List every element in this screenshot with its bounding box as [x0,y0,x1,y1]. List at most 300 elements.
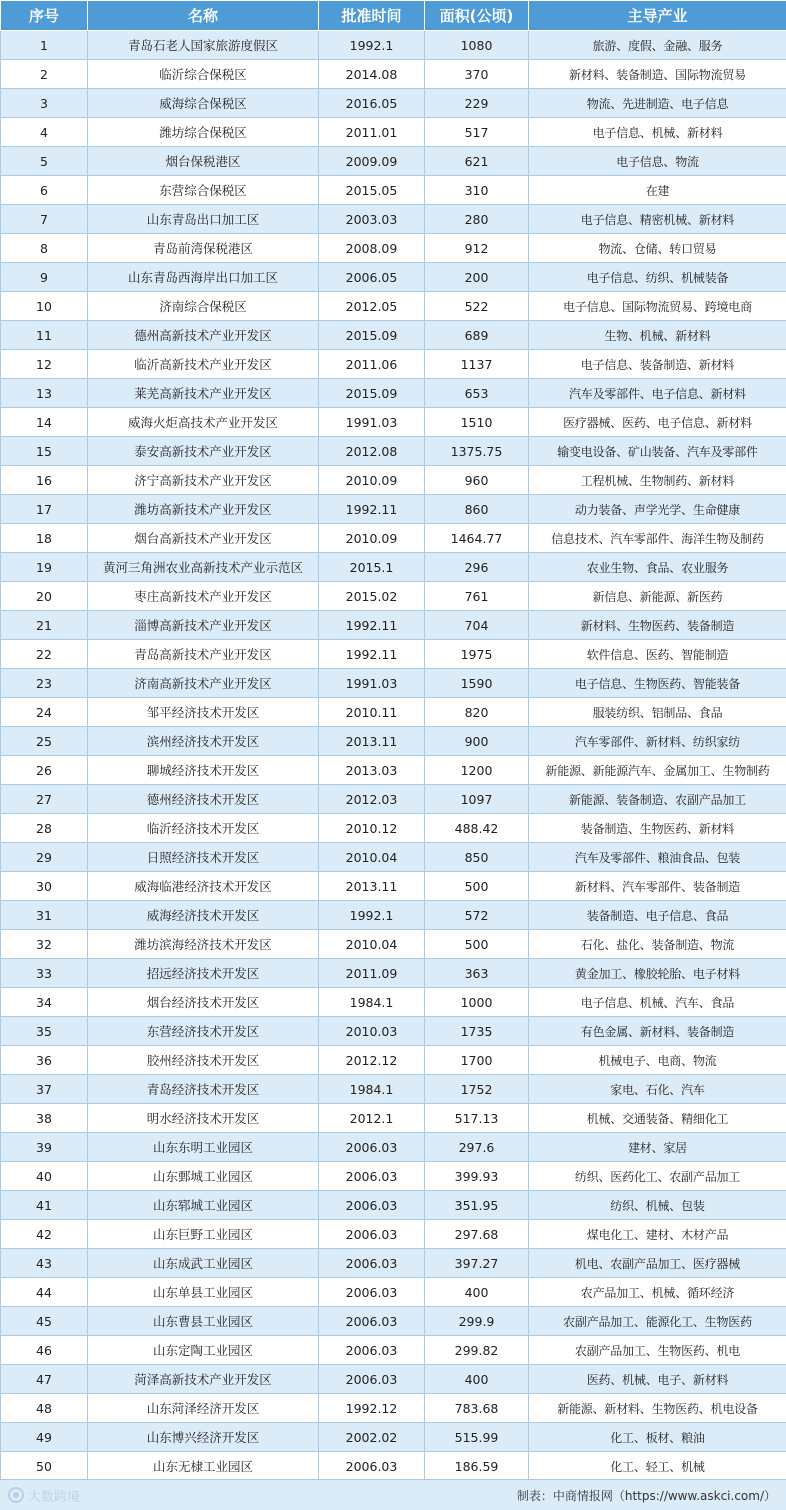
table-row [1,1104,786,1133]
cell-approval-date: 2012.08 [319,437,425,466]
cell-area: 399.93 [425,1162,529,1191]
cell-industry: 新材料、汽车零部件、装备制造 [529,872,786,901]
cell-industry: 有色金属、新材料、装备制造 [529,1017,786,1046]
cell-approval-date: 2010.11 [319,698,425,727]
cell-index: 45 [1,1307,88,1336]
cell-name: 滨州经济技术开发区 [88,727,319,756]
cell-approval-date: 2013.03 [319,756,425,785]
cell-approval-date: 2006.03 [319,1307,425,1336]
cell-approval-date: 2011.01 [319,118,425,147]
cell-name: 菏泽高新技术产业开发区 [88,1365,319,1394]
cell-approval-date: 2006.03 [319,1365,425,1394]
cell-industry: 机电、农副产品加工、医疗器械 [529,1249,786,1278]
cell-industry: 电子信息、机械、新材料 [529,118,786,147]
cell-index: 15 [1,437,88,466]
header-approval-date: 批准时间 [319,1,425,31]
cell-area: 488.42 [425,814,529,843]
cell-index: 24 [1,698,88,727]
cell-name: 威海火炬高技术产业开发区 [88,408,319,437]
cell-industry: 物流、仓储、转口贸易 [529,234,786,263]
cell-name: 青岛经济技术开发区 [88,1075,319,1104]
cell-approval-date: 2003.03 [319,205,425,234]
cell-index: 33 [1,959,88,988]
cell-industry: 新材料、装备制造、国际物流贸易 [529,60,786,89]
table-row [1,814,786,843]
cell-industry: 石化、盐化、装备制造、物流 [529,930,786,959]
cell-index: 21 [1,611,88,640]
cell-name: 邹平经济技术开发区 [88,698,319,727]
cell-approval-date: 2011.06 [319,350,425,379]
cell-name: 山东青岛西海岸出口加工区 [88,263,319,292]
cell-industry: 化工、轻工、机械 [529,1452,786,1481]
cell-industry: 新材料、生物医药、装备制造 [529,611,786,640]
cell-area: 351.95 [425,1191,529,1220]
cell-approval-date: 2015.02 [319,582,425,611]
cell-index: 36 [1,1046,88,1075]
cell-area: 860 [425,495,529,524]
cell-name: 招远经济技术开发区 [88,959,319,988]
table-header-row [1,1,786,31]
cell-approval-date: 1984.1 [319,1075,425,1104]
cell-index: 47 [1,1365,88,1394]
cell-industry: 建材、家居 [529,1133,786,1162]
cell-area: 820 [425,698,529,727]
cell-index: 31 [1,901,88,930]
cell-area: 1137 [425,350,529,379]
cell-area: 522 [425,292,529,321]
table-row [1,1220,786,1249]
cell-area: 1000 [425,988,529,1017]
cell-index: 20 [1,582,88,611]
table-footer [0,1479,786,1510]
table-row [1,727,786,756]
cell-area: 653 [425,379,529,408]
cell-index: 23 [1,669,88,698]
cell-index: 43 [1,1249,88,1278]
cell-index: 18 [1,524,88,553]
cell-approval-date: 2012.12 [319,1046,425,1075]
cell-industry: 机械电子、电商、物流 [529,1046,786,1075]
cell-approval-date: 2015.1 [319,553,425,582]
table-row [1,756,786,785]
table-row [1,60,786,89]
cell-industry: 装备制造、电子信息、食品 [529,901,786,930]
cell-name: 济宁高新技术产业开发区 [88,466,319,495]
table-row [1,669,786,698]
cell-industry: 在建 [529,176,786,205]
cell-name: 山东东明工业园区 [88,1133,319,1162]
cell-area: 761 [425,582,529,611]
cell-area: 850 [425,843,529,872]
cell-name: 潍坊高新技术产业开发区 [88,495,319,524]
cell-name: 临沂高新技术产业开发区 [88,350,319,379]
cell-industry: 化工、板材、粮油 [529,1423,786,1452]
cell-approval-date: 1992.1 [319,901,425,930]
table-row [1,1249,786,1278]
cell-industry: 汽车及零部件、电子信息、新材料 [529,379,786,408]
cell-index: 49 [1,1423,88,1452]
cell-index: 17 [1,495,88,524]
table-row [1,524,786,553]
cell-index: 22 [1,640,88,669]
table-row [1,1307,786,1336]
cell-name: 淄博高新技术产业开发区 [88,611,319,640]
cell-approval-date: 2006.03 [319,1278,425,1307]
cell-industry: 农产品加工、机械、循环经济 [529,1278,786,1307]
cell-name: 临沂综合保税区 [88,60,319,89]
cell-industry: 医疗器械、医药、电子信息、新材料 [529,408,786,437]
table-row [1,495,786,524]
cell-approval-date: 2008.09 [319,234,425,263]
cell-index: 14 [1,408,88,437]
cell-approval-date: 1992.11 [319,640,425,669]
table-row [1,1336,786,1365]
cell-area: 704 [425,611,529,640]
brand-logo-icon [8,1487,24,1503]
cell-name: 临沂经济技术开发区 [88,814,319,843]
cell-industry: 装备制造、生物医药、新材料 [529,814,786,843]
table-row [1,1278,786,1307]
cell-name: 烟台保税港区 [88,147,319,176]
cell-area: 689 [425,321,529,350]
header-name: 名称 [88,1,319,31]
cell-industry: 电子信息、机械、汽车、食品 [529,988,786,1017]
table-row [1,205,786,234]
cell-approval-date: 2006.03 [319,1220,425,1249]
table-row [1,930,786,959]
cell-industry: 纺织、机械、包装 [529,1191,786,1220]
cell-name: 烟台经济技术开发区 [88,988,319,1017]
cell-index: 30 [1,872,88,901]
cell-area: 296 [425,553,529,582]
cell-industry: 家电、石化、汽车 [529,1075,786,1104]
cell-industry: 信息技术、汽车零部件、海洋生物及制药 [529,524,786,553]
cell-name: 山东曹县工业园区 [88,1307,319,1336]
cell-name: 山东郓城工业园区 [88,1191,319,1220]
cell-area: 621 [425,147,529,176]
cell-industry: 纺织、医药化工、农副产品加工 [529,1162,786,1191]
cell-name: 山东定陶工业园区 [88,1336,319,1365]
cell-index: 11 [1,321,88,350]
header-industry: 主导产业 [529,1,786,31]
cell-index: 50 [1,1452,88,1481]
cell-area: 500 [425,872,529,901]
cell-index: 7 [1,205,88,234]
cell-area: 1975 [425,640,529,669]
cell-approval-date: 2013.11 [319,727,425,756]
cell-name: 威海临港经济技术开发区 [88,872,319,901]
cell-index: 10 [1,292,88,321]
cell-name: 山东青岛出口加工区 [88,205,319,234]
cell-area: 1700 [425,1046,529,1075]
cell-area: 280 [425,205,529,234]
cell-industry: 动力装备、声学光学、生命健康 [529,495,786,524]
cell-approval-date: 2015.05 [319,176,425,205]
cell-name: 德州高新技术产业开发区 [88,321,319,350]
cell-industry: 汽车零部件、新材料、纺织家纺 [529,727,786,756]
cell-name: 黄河三角洲农业高新技术产业示范区 [88,553,319,582]
cell-name: 德州经济技术开发区 [88,785,319,814]
cell-area: 200 [425,263,529,292]
table-row [1,1365,786,1394]
cell-index: 46 [1,1336,88,1365]
table-row [1,611,786,640]
header-area: 面积(公顷) [425,1,529,31]
cell-industry: 电子信息、国际物流贸易、跨境电商 [529,292,786,321]
cell-approval-date: 2002.02 [319,1423,425,1452]
table-row [1,785,786,814]
cell-name: 山东博兴经济开发区 [88,1423,319,1452]
table-row [1,1394,786,1423]
cell-area: 299.9 [425,1307,529,1336]
cell-industry: 生物、机械、新材料 [529,321,786,350]
cell-area: 297.6 [425,1133,529,1162]
cell-area: 912 [425,234,529,263]
cell-industry: 物流、先进制造、电子信息 [529,89,786,118]
cell-approval-date: 1991.03 [319,669,425,698]
cell-approval-date: 2010.09 [319,524,425,553]
cell-area: 299.82 [425,1336,529,1365]
brand-watermark [8,1486,80,1504]
cell-industry: 服装纺织、铝制品、食品 [529,698,786,727]
cell-index: 9 [1,263,88,292]
cell-approval-date: 2012.05 [319,292,425,321]
table-row [1,640,786,669]
cell-index: 16 [1,466,88,495]
table-row [1,89,786,118]
brand-text: 大数跨境 [28,1486,80,1505]
cell-name: 青岛石老人国家旅游度假区 [88,31,319,60]
cell-name: 山东菏泽经济开发区 [88,1394,319,1423]
cell-industry: 电子信息、物流 [529,147,786,176]
table-row [1,872,786,901]
cell-industry: 电子信息、生物医药、智能装备 [529,669,786,698]
cell-area: 1097 [425,785,529,814]
cell-approval-date: 2012.03 [319,785,425,814]
cell-approval-date: 2006.03 [319,1249,425,1278]
cell-area: 960 [425,466,529,495]
table-row [1,292,786,321]
cell-industry: 农副产品加工、能源化工、生物医药 [529,1307,786,1336]
cell-index: 32 [1,930,88,959]
table-row [1,263,786,292]
cell-approval-date: 2015.09 [319,379,425,408]
cell-index: 5 [1,147,88,176]
cell-index: 38 [1,1104,88,1133]
table-row [1,1452,786,1481]
cell-index: 35 [1,1017,88,1046]
cell-name: 济南综合保税区 [88,292,319,321]
cell-area: 1510 [425,408,529,437]
cell-name: 东营综合保税区 [88,176,319,205]
cell-name: 东营经济技术开发区 [88,1017,319,1046]
cell-index: 41 [1,1191,88,1220]
cell-area: 1735 [425,1017,529,1046]
cell-industry: 汽车及零部件、粮油食品、包装 [529,843,786,872]
table-row [1,1133,786,1162]
cell-name: 青岛高新技术产业开发区 [88,640,319,669]
table-row [1,350,786,379]
cell-approval-date: 2010.04 [319,930,425,959]
cell-name: 枣庄高新技术产业开发区 [88,582,319,611]
cell-industry: 机械、交通装备、精细化工 [529,1104,786,1133]
cell-industry: 软件信息、医药、智能制造 [529,640,786,669]
cell-area: 297.68 [425,1220,529,1249]
cell-industry: 电子信息、装备制造、新材料 [529,350,786,379]
cell-area: 900 [425,727,529,756]
table-row [1,698,786,727]
cell-index: 37 [1,1075,88,1104]
cell-index: 1 [1,31,88,60]
cell-name: 潍坊滨海经济技术开发区 [88,930,319,959]
table-row [1,1162,786,1191]
cell-approval-date: 1991.03 [319,408,425,437]
cell-industry: 电子信息、纺织、机械装备 [529,263,786,292]
cell-industry: 新能源、装备制造、农副产品加工 [529,785,786,814]
cell-approval-date: 2011.09 [319,959,425,988]
cell-index: 13 [1,379,88,408]
cell-name: 济南高新技术产业开发区 [88,669,319,698]
cell-industry: 电子信息、精密机械、新材料 [529,205,786,234]
table-row [1,234,786,263]
cell-area: 783.68 [425,1394,529,1423]
table-row [1,379,786,408]
cell-name: 明水经济技术开发区 [88,1104,319,1133]
header-index: 序号 [1,1,88,31]
table-row [1,466,786,495]
cell-name: 青岛前湾保税港区 [88,234,319,263]
cell-approval-date: 1992.11 [319,611,425,640]
table-row [1,118,786,147]
cell-area: 1752 [425,1075,529,1104]
cell-industry: 医药、机械、电子、新材料 [529,1365,786,1394]
cell-approval-date: 2006.03 [319,1162,425,1191]
table-row [1,988,786,1017]
cell-index: 6 [1,176,88,205]
table-row [1,408,786,437]
cell-name: 聊城经济技术开发区 [88,756,319,785]
cell-name: 山东巨野工业园区 [88,1220,319,1249]
cell-industry: 旅游、度假、金融、服务 [529,31,786,60]
cell-area: 400 [425,1278,529,1307]
cell-approval-date: 1984.1 [319,988,425,1017]
cell-approval-date: 2009.09 [319,147,425,176]
cell-area: 397.27 [425,1249,529,1278]
cell-approval-date: 2006.05 [319,263,425,292]
cell-industry: 农业生物、食品、农业服务 [529,553,786,582]
cell-area: 1464.77 [425,524,529,553]
cell-area: 310 [425,176,529,205]
cell-approval-date: 1992.1 [319,31,425,60]
cell-name: 潍坊综合保税区 [88,118,319,147]
cell-area: 517.13 [425,1104,529,1133]
cell-approval-date: 1992.12 [319,1394,425,1423]
cell-name: 莱芜高新技术产业开发区 [88,379,319,408]
cell-approval-date: 1992.11 [319,495,425,524]
cell-approval-date: 2014.08 [319,60,425,89]
cell-index: 2 [1,60,88,89]
cell-area: 1080 [425,31,529,60]
cell-approval-date: 2006.03 [319,1452,425,1481]
table-row [1,321,786,350]
table-row [1,1423,786,1452]
cell-industry: 新能源、新材料、生物医药、机电设备 [529,1394,786,1423]
cell-industry: 农副产品加工、生物医药、机电 [529,1336,786,1365]
cell-approval-date: 2012.1 [319,1104,425,1133]
cell-approval-date: 2010.12 [319,814,425,843]
table-row [1,176,786,205]
cell-area: 515.99 [425,1423,529,1452]
cell-index: 25 [1,727,88,756]
table-row [1,1017,786,1046]
cell-approval-date: 2010.09 [319,466,425,495]
cell-index: 40 [1,1162,88,1191]
table-row [1,843,786,872]
cell-name: 胶州经济技术开发区 [88,1046,319,1075]
cell-area: 229 [425,89,529,118]
cell-area: 517 [425,118,529,147]
cell-index: 39 [1,1133,88,1162]
cell-index: 26 [1,756,88,785]
cell-name: 山东无棣工业园区 [88,1452,319,1481]
source-credit: 制表：中商情报网（https://www.askci.com/） [517,1487,776,1504]
cell-index: 44 [1,1278,88,1307]
table-row [1,31,786,60]
cell-name: 山东成武工业园区 [88,1249,319,1278]
cell-name: 威海经济技术开发区 [88,901,319,930]
cell-area: 400 [425,1365,529,1394]
cell-area: 370 [425,60,529,89]
cell-name: 泰安高新技术产业开发区 [88,437,319,466]
cell-index: 27 [1,785,88,814]
cell-index: 29 [1,843,88,872]
table-row [1,1075,786,1104]
cell-approval-date: 2016.05 [319,89,425,118]
cell-index: 12 [1,350,88,379]
cell-index: 3 [1,89,88,118]
cell-name: 烟台高新技术产业开发区 [88,524,319,553]
cell-approval-date: 2013.11 [319,872,425,901]
table-row [1,582,786,611]
table-row [1,959,786,988]
cell-name: 威海综合保税区 [88,89,319,118]
cell-area: 186.59 [425,1452,529,1481]
cell-area: 1375.75 [425,437,529,466]
table-row [1,1046,786,1075]
cell-area: 500 [425,930,529,959]
cell-area: 1200 [425,756,529,785]
cell-name: 山东鄄城工业园区 [88,1162,319,1191]
cell-approval-date: 2015.09 [319,321,425,350]
cell-approval-date: 2006.03 [319,1133,425,1162]
cell-index: 28 [1,814,88,843]
cell-index: 48 [1,1394,88,1423]
table-row [1,901,786,930]
cell-approval-date: 2006.03 [319,1191,425,1220]
cell-name: 日照经济技术开发区 [88,843,319,872]
table-row [1,1191,786,1220]
cell-index: 19 [1,553,88,582]
cell-industry: 新能源、新能源汽车、金属加工、生物制药 [529,756,786,785]
cell-approval-date: 2010.04 [319,843,425,872]
cell-area: 1590 [425,669,529,698]
table-row [1,147,786,176]
cell-area: 572 [425,901,529,930]
table-row [1,553,786,582]
cell-index: 4 [1,118,88,147]
cell-approval-date: 2010.03 [319,1017,425,1046]
cell-index: 42 [1,1220,88,1249]
